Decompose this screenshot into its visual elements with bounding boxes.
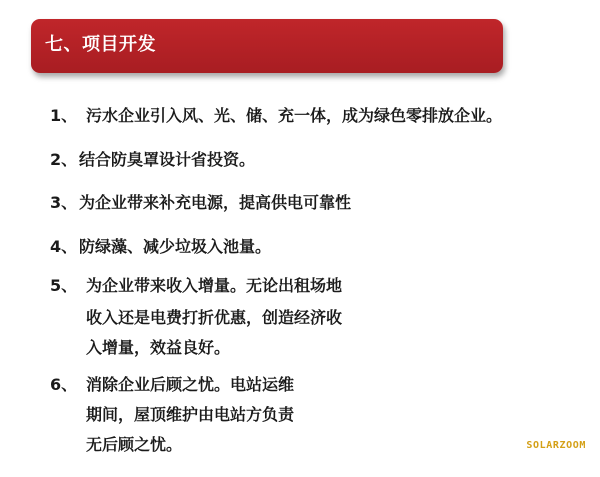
list-item-6-line-3: 无后顾之忧。 xyxy=(86,435,183,454)
list-item-6-line-2: 期间，屋顶维护由电站方负责 xyxy=(86,405,295,424)
list-item-5-line-1: 为企业带来收入增量。无论出租场地 xyxy=(86,276,343,295)
list-item-4-line-1: 防绿藻、减少垃圾入池量。 xyxy=(79,237,272,256)
section-title: 七、项目开发 xyxy=(45,34,156,55)
list-item-3-line-1: 为企业带来补充电源，提高供电可靠性 xyxy=(79,193,352,212)
list-item-6-number: 6、 xyxy=(50,375,78,394)
list-item-1-line-1: 污水企业引入风、光、储、充一体，成为绿色零排放企业。 xyxy=(86,106,503,125)
list-item-3-number: 3、 xyxy=(50,193,78,212)
list-item-6-line-1: 消除企业后顾之忧。电站运维 xyxy=(86,375,295,394)
solarzoom-logo: SOLARZOOM xyxy=(526,440,586,451)
list-item-5-line-3: 入增量，效益良好。 xyxy=(86,338,231,357)
list-item-5-number: 5、 xyxy=(50,276,78,295)
list-item-5-line-2: 收入还是电费打折优惠，创造经济收 xyxy=(86,308,343,327)
list-item-2-line-1: 结合防臭罩设计省投资。 xyxy=(79,150,256,169)
list-item-2-number: 2、 xyxy=(50,150,78,169)
list-item-1-number: 1、 xyxy=(50,106,78,125)
list-item-4-number: 4、 xyxy=(50,237,78,256)
